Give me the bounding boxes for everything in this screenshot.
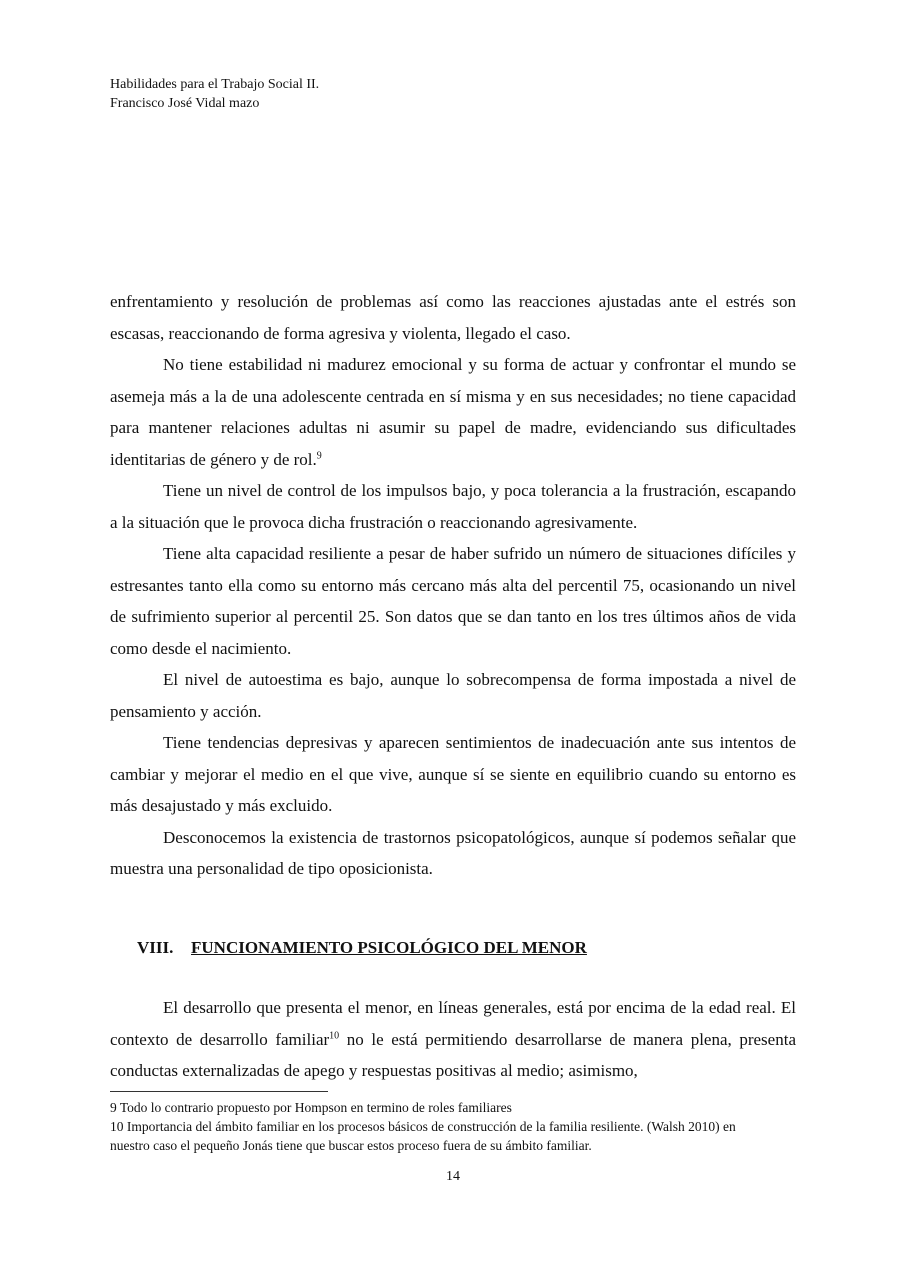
header-course-title: Habilidades para el Trabajo Social II. [110, 77, 320, 92]
body-text [110, 286, 796, 885]
paragraph-minor-development [110, 992, 796, 1087]
paragraph-emotional-maturity [110, 349, 796, 475]
paragraph-resilience: Tiene alta capacidad resiliente a pesar de haber sufrido un número de situaciones difíciles y estresantes tanto ella como su entorno más cercano más alta del percentil 75, ocasionando un nivel de sufrimiento superior al percentil 25. Son datos que se dan tanto en los tres últimos años de vida como desde el nacimiento. [110, 544, 796, 658]
paragraph-impulse-control: Tiene un nivel de control de los impulsos bajo, y poca tolerancia a la frustración, escapando a la situación que le provoca dicha frustración o reaccionando agresivamente. [110, 481, 796, 532]
section-title: FUNCIONAMIENTO PSICOLÓGICO DEL MENOR [191, 938, 587, 957]
footnote-10: 10 Importancia del ámbito familiar en los procesos básicos de construcción de la familia resiliente. (Walsh 2010) en nuestro caso el pequeño Jonás tiene que buscar estos proceso fuera de su ámbito familiar. [110, 1119, 736, 1153]
footnote-ref-9[interactable]: 9 [316, 449, 322, 461]
paragraph-depressive-tendencies: Tiene tendencias depresivas y aparecen sentimientos de inadecuación ante sus intentos de cambiar y mejorar el medio en el que vive, aunque sí se siente en equilibrio cuando su entorno es más desajustado y más excluido. [110, 733, 796, 815]
paragraph-text-part1: El desarrollo que presenta el menor, en líneas generales, está por encima de la edad real. El contexto de desarrollo familiar [110, 998, 796, 1049]
paragraph-psychopathology: Desconocemos la existencia de trastornos psicopatológicos, aunque sí podemos señalar que muestra una personalidad de tipo oposicionista. [110, 827, 796, 878]
footnote-ref-10[interactable]: 10 [329, 1029, 340, 1041]
paragraph-continuation: enfrentamiento y resolución de problemas así como las reacciones ajustadas ante el estrés son escasas, reaccionando de forma agresiva y violenta, llegado el caso. [110, 292, 796, 343]
section-number: VIII. [137, 938, 174, 957]
section-body [110, 975, 796, 1104]
footnote-separator [110, 1091, 328, 1092]
page-number: 14 [446, 1169, 460, 1184]
paragraph-text: No tiene estabilidad ni madurez emocional y su forma de actuar y confrontar el mundo se asemeja más a la de una adolescente centrada en sí misma y en sus necesidades; no tiene capacidad para mantener relaciones adultas ni asumir su papel de madre, evidenciando sus dificultades identitarias de género y de rol. [110, 355, 796, 469]
footnotes [110, 1098, 770, 1155]
paragraph-text-part2: no le está permitiendo desarrollarse de manera plena, presenta conductas externalizadas de apego y respuestas positivas al medio; asimismo, [110, 1029, 796, 1080]
section-heading [137, 938, 587, 958]
header-author: Francisco José Vidal mazo [110, 96, 260, 111]
paragraph-self-esteem: El nivel de autoestima es bajo, aunque lo sobrecompensa de forma impostada a nivel de pensamiento y acción. [110, 670, 796, 721]
footnote-9: 9 Todo lo contrario propuesto por Hompson en termino de roles familiares [110, 1100, 512, 1115]
running-header [110, 75, 319, 113]
